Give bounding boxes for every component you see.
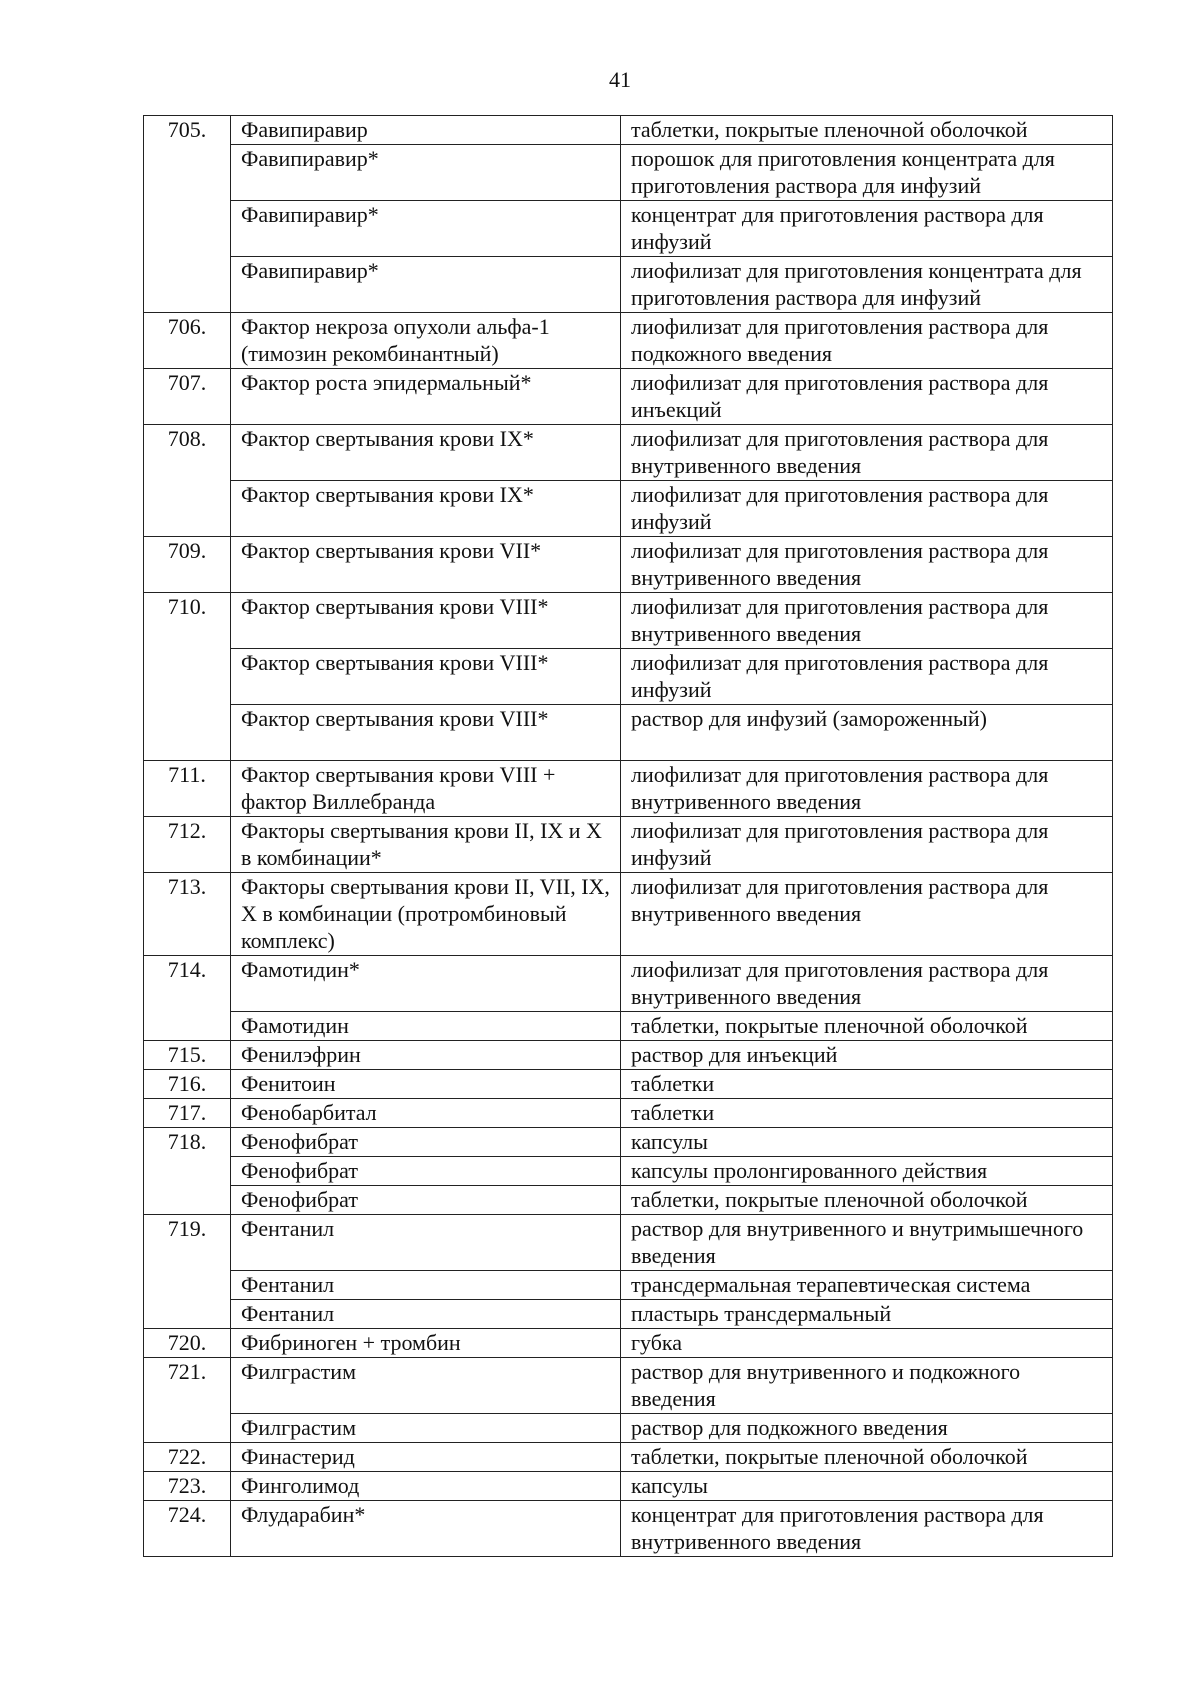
drug-name: Фактор свертывания крови VIII + фактор Виллебранда [231,761,621,817]
dosage-form: лиофилизат для приготовления раствора для инфузий [621,481,1113,537]
table-row [144,1300,1113,1329]
dosage-form: капсулы [621,1472,1113,1501]
row-number: 709. [144,537,231,593]
dosage-form: раствор для инъекций [621,1041,1113,1070]
dosage-form: концентрат для приготовления раствора для инфузий [621,201,1113,257]
drug-name: Фенитоин [231,1070,621,1099]
drug-name: Филграстим [231,1414,621,1443]
drug-name: Фактор свертывания крови IX* [231,425,621,481]
dosage-form: таблетки, покрытые пленочной оболочкой [621,116,1113,145]
table-row [144,1099,1113,1128]
table-row [144,481,1113,537]
table-row [144,116,1113,145]
medication-table-body [144,116,1113,1557]
table-row [144,369,1113,425]
drug-name: Факторы свертывания крови II, IX и X в комбинации* [231,817,621,873]
drug-name: Фибриноген + тромбин [231,1329,621,1358]
dosage-form: капсулы пролонгированного действия [621,1157,1113,1186]
drug-name: Флударабин* [231,1501,621,1557]
drug-name: Фавипиравир* [231,145,621,201]
dosage-form: раствор для внутривенного и подкожного введения [621,1358,1113,1414]
table-row [144,1128,1113,1157]
table-row [144,1472,1113,1501]
drug-name: Фавипиравир* [231,201,621,257]
table-row [144,761,1113,817]
table-row [144,593,1113,649]
row-number: 717. [144,1099,231,1128]
row-number: 707. [144,369,231,425]
row-number: 706. [144,313,231,369]
drug-name: Финголимод [231,1472,621,1501]
dosage-form: таблетки [621,1070,1113,1099]
drug-name: Факторы свертывания крови II, VII, IX, X в комбинации (протромбиновый комплекс) [231,873,621,956]
row-number: 722. [144,1443,231,1472]
dosage-form: капсулы [621,1128,1113,1157]
table-row [144,201,1113,257]
row-number: 713. [144,873,231,956]
drug-name: Фактор роста эпидермальный* [231,369,621,425]
table-row [144,1186,1113,1215]
table-row [144,1215,1113,1271]
drug-name: Фавипиравир [231,116,621,145]
row-number: 705. [144,116,231,313]
dosage-form: таблетки, покрытые пленочной оболочкой [621,1012,1113,1041]
dosage-form: лиофилизат для приготовления раствора для инъекций [621,369,1113,425]
table-row [144,1329,1113,1358]
dosage-form: лиофилизат для приготовления раствора для внутривенного введения [621,873,1113,956]
drug-name: Фентанил [231,1215,621,1271]
table-row [144,1041,1113,1070]
medication-table [143,115,1113,1557]
table-row [144,1358,1113,1414]
table-row [144,537,1113,593]
drug-name: Филграстим [231,1358,621,1414]
dosage-form: лиофилизат для приготовления раствора для внутривенного введения [621,956,1113,1012]
dosage-form: лиофилизат для приготовления раствора для подкожного введения [621,313,1113,369]
dosage-form: лиофилизат для приготовления раствора для внутривенного введения [621,537,1113,593]
drug-name: Фентанил [231,1271,621,1300]
drug-name: Фактор свертывания крови VII* [231,537,621,593]
drug-name: Фентанил [231,1300,621,1329]
table-row [144,257,1113,313]
row-number: 720. [144,1329,231,1358]
drug-name: Фактор свертывания крови IX* [231,481,621,537]
dosage-form: раствор для инфузий (замороженный) [621,705,1113,761]
drug-name: Фамотидин* [231,956,621,1012]
dosage-form: таблетки [621,1099,1113,1128]
table-row [144,705,1113,761]
dosage-form: губка [621,1329,1113,1358]
row-number: 718. [144,1128,231,1215]
table-row [144,1012,1113,1041]
page-number: 41 [609,67,631,92]
row-number: 711. [144,761,231,817]
drug-name: Фактор свертывания крови VIII* [231,649,621,705]
dosage-form: трансдермальная терапевтическая система [621,1271,1113,1300]
drug-name: Фавипиравир* [231,257,621,313]
dosage-form: таблетки, покрытые пленочной оболочкой [621,1443,1113,1472]
dosage-form: раствор для внутривенного и внутримышечного введения [621,1215,1113,1271]
dosage-form: пластырь трансдермальный [621,1300,1113,1329]
dosage-form: лиофилизат для приготовления раствора для инфузий [621,817,1113,873]
row-number: 708. [144,425,231,537]
drug-name: Фенобарбитал [231,1099,621,1128]
drug-name: Фактор некроза опухоли альфа-1 (тимозин рекомбинантный) [231,313,621,369]
drug-name: Фактор свертывания крови VIII* [231,593,621,649]
table-row [144,145,1113,201]
dosage-form: раствор для подкожного введения [621,1414,1113,1443]
drug-name: Финастерид [231,1443,621,1472]
drug-name: Фенилэфрин [231,1041,621,1070]
drug-name: Фактор свертывания крови VIII* [231,705,621,761]
row-number: 724. [144,1501,231,1557]
dosage-form: лиофилизат для приготовления раствора для внутривенного введения [621,761,1113,817]
dosage-form: лиофилизат для приготовления раствора для инфузий [621,649,1113,705]
dosage-form: таблетки, покрытые пленочной оболочкой [621,1186,1113,1215]
table-row [144,1070,1113,1099]
table-row [144,956,1113,1012]
row-number: 714. [144,956,231,1041]
table-row [144,313,1113,369]
drug-name: Фенофибрат [231,1157,621,1186]
row-number: 719. [144,1215,231,1329]
drug-name: Фенофибрат [231,1128,621,1157]
row-number: 721. [144,1358,231,1443]
row-number: 715. [144,1041,231,1070]
dosage-form: концентрат для приготовления раствора для внутривенного введения [621,1501,1113,1557]
table-row [144,1271,1113,1300]
dosage-form: лиофилизат для приготовления концентрата для приготовления раствора для инфузий [621,257,1113,313]
row-number: 723. [144,1472,231,1501]
table-row [144,1501,1113,1557]
table-row [144,649,1113,705]
table-row [144,1157,1113,1186]
dosage-form: лиофилизат для приготовления раствора для внутривенного введения [621,593,1113,649]
dosage-form: лиофилизат для приготовления раствора для внутривенного введения [621,425,1113,481]
table-row [144,1443,1113,1472]
row-number: 716. [144,1070,231,1099]
table-row [144,873,1113,956]
drug-name: Фенофибрат [231,1186,621,1215]
row-number: 710. [144,593,231,761]
table-row [144,1414,1113,1443]
table-row [144,425,1113,481]
dosage-form: порошок для приготовления концентрата для приготовления раствора для инфузий [621,145,1113,201]
table-row [144,817,1113,873]
drug-name: Фамотидин [231,1012,621,1041]
row-number: 712. [144,817,231,873]
